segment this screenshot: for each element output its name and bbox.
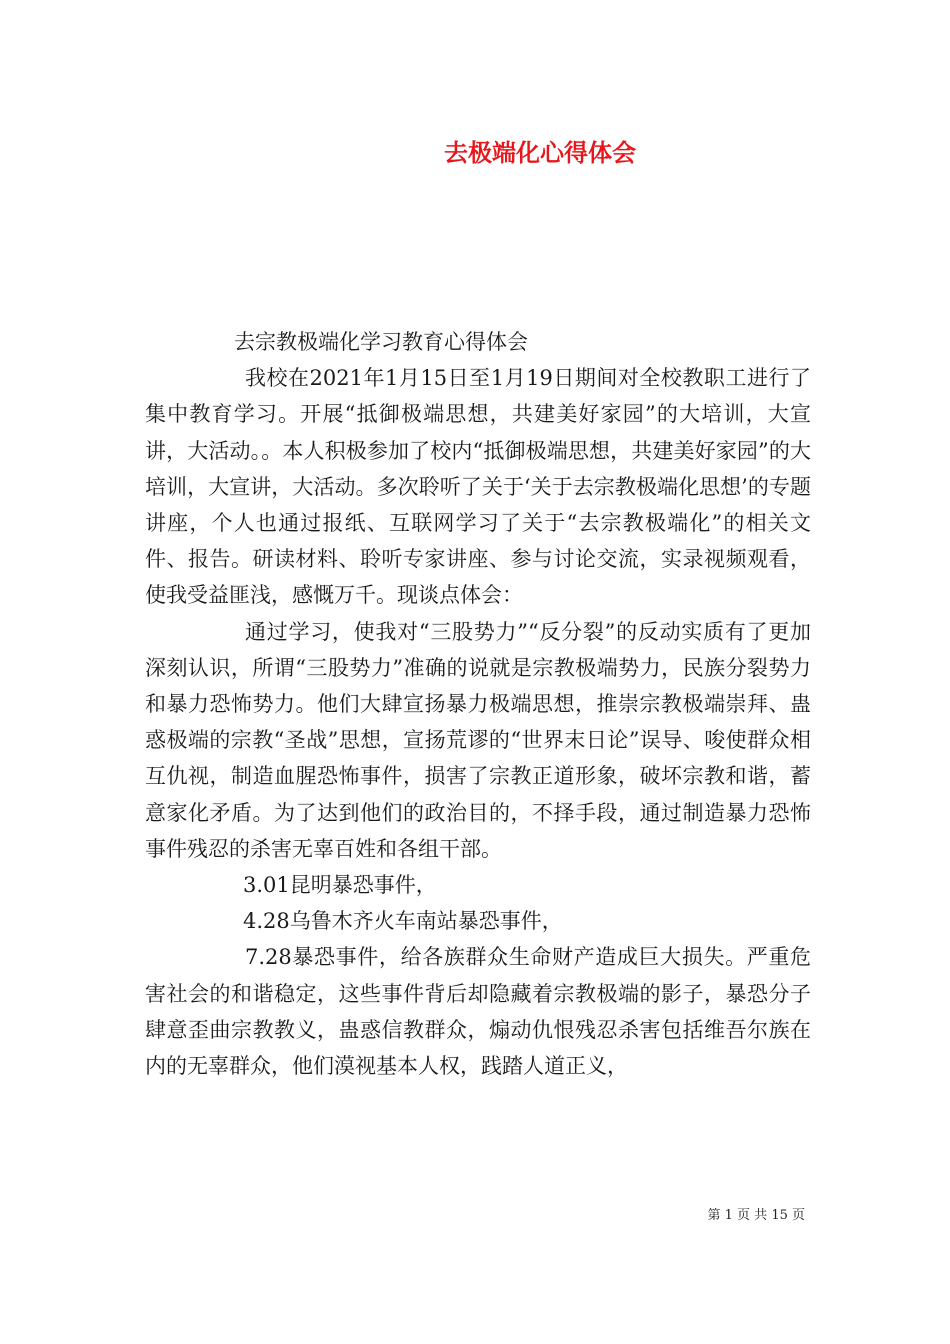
paragraph-2: 通过学习，使我对“三股势力”“反分裂”的反动实质有了更加深刻认识，所谓“三股势力”准确的说就是宗教极端势力，民族分裂势力和暴力恐怖势力。他们大肆宣扬暴力极端思想，推崇宗教极端崇拜、蛊惑极端的宗教“圣战”思想，宣扬荒谬的“世界末日论”误导、唆使群众相互仇视，制造血腥恐怖事件，损害了宗教正道形象，破坏宗教和谐，蓄意家化矛盾。为了达到他们的政治目的，不择手段，通过制造暴力恐怖事件残忍的杀害无辜百姓和各组干部。	[145, 619, 811, 861]
document-title: 去极端化心得体会	[444, 139, 636, 167]
paragraph-3: 7.28暴恐事件，给各族群众生命财产造成巨大损失。严重危害社会的和谐稳定，这些事件背后却隐藏着宗教极端的影子，暴恐分子肆意歪曲宗教教义，蛊惑信教群众，煽动仇恨残忍杀害包括维吾尔族在内的无辜群众，他们漠视基本人权，践踏人道正义，	[145, 945, 811, 1079]
list-item-kunming: 3.01昆明暴恐事件，	[243, 873, 437, 898]
paragraph-1: 我校在2021年1月15日至1月19日期间对全校教职工进行了集中教育学习。开展“抵御极端思想，共建美好家园”的大培训，大宣讲，大活动。。本人积极参加了校内“抵御极端思想，共建美好家园”的大培训，大宣讲，大活动。多次聆听了关于‘关于去宗教极端化思想’的专题讲座，个人也通过报纸、互联网学习了关于“去宗教极端化”的相关文件、报告。研读材料、聆听专家讲座、参与讨论交流，实录视频观看，使我受益匪浅，感慨万千。现谈点体会：	[145, 366, 811, 608]
list-item-urumqi: 4.28乌鲁木齐火车南站暴恐事件，	[243, 909, 563, 934]
page-number: 第 1 页 共 15 页	[707, 1208, 805, 1223]
document-subtitle: 去宗教极端化学习教育心得体会	[234, 330, 528, 354]
document-body	[145, 324, 811, 1084]
